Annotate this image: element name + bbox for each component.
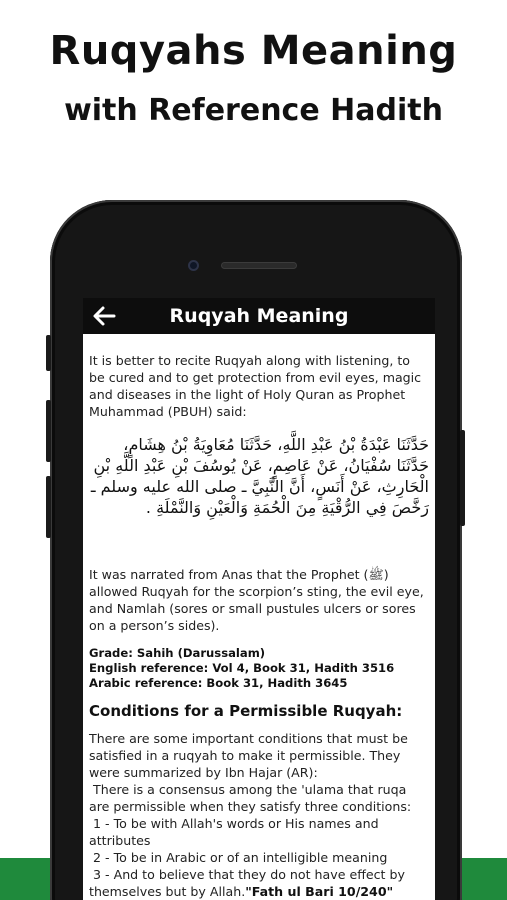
content-area[interactable] <box>89 352 429 900</box>
consensus-line: There is a consensus among the 'ulama that ruqa are permissible when they satisfy three conditions: <box>89 782 412 814</box>
power-button <box>460 430 465 526</box>
arabic-hadith: حَدَّثَنَا عَبْدَةُ بْنُ عَبْدِ اللَّهِ، حَدَّثَنَا مُعَاوِيَةُ بْنُ هِشَامٍ، حَدَّثَنَا سُفْيَانُ، عَنْ عَاصِمٍ، عَنْ يُوسُفَ بْنِ عَبْدِ اللَّهِ بْنِ الْحَارِثِ، عَنْ أَنَسٍ، أَنَّ النَّبِيَّ ـ صلى الله عليه وسلم ـ رَخَّصَ فِي الرُّقْيَةِ مِنَ الْحُمَةِ وَالْعَيْنِ وَالنَّمْلَةِ . <box>90 435 429 517</box>
english-reference-line: English reference: Vol 4, Book 31, Hadith 3516 <box>89 661 395 675</box>
mute-switch <box>46 335 51 371</box>
volume-down-button <box>46 476 51 538</box>
condition-3 <box>89 866 429 900</box>
conditions-body <box>89 730 429 900</box>
condition-2: 2 - To be in Arabic or of an intelligible meaning <box>89 850 388 865</box>
volume-up-button <box>46 400 51 462</box>
promo-title: Ruqyahs Meaning <box>49 28 458 74</box>
arabic-reference-line: Arabic reference: Book 31, Hadith 3645 <box>89 676 348 690</box>
condition-3-text: 3 - And to believe that they do not have effect by themselves but by Allah. <box>89 867 409 899</box>
conditions-intro: There are some important conditions that must be satisfied in a ruqyah to make it permissible. They were summarized by Ibn Hajar (AR): <box>89 731 408 780</box>
narration-paragraph: It was narrated from Anas that the Prophet (ﷺ) allowed Ruqyah for the scorpion’s sting, the evil eye, and Namlah (sores or small pustules ulcers or sores on a person’s sides). <box>89 567 424 633</box>
condition-1: 1 - To be with Allah's words or His names and attributes <box>89 816 383 848</box>
appbar-title: Ruqyah Meaning <box>169 305 349 327</box>
conditions-heading: Conditions for a Permissible Ruqyah: <box>89 702 403 720</box>
front-camera <box>188 260 199 271</box>
intro-paragraph: It is better to recite Ruqyah along with listening, to be cured and to get protection from evil eyes, magic and diseases in the light of Holy Quran as Prophet Muhammad (PBUH) said: <box>89 353 422 419</box>
phone-screen <box>83 298 435 900</box>
earpiece-speaker <box>221 262 297 269</box>
promo-subtitle: with Reference Hadith <box>64 93 443 128</box>
fath-ul-bari-reference: "Fath ul Bari 10/240" <box>245 884 394 899</box>
app-bar <box>83 298 435 334</box>
grade-line: Grade: Sahih (Darussalam) <box>89 646 266 660</box>
hadith-reference <box>89 646 429 691</box>
